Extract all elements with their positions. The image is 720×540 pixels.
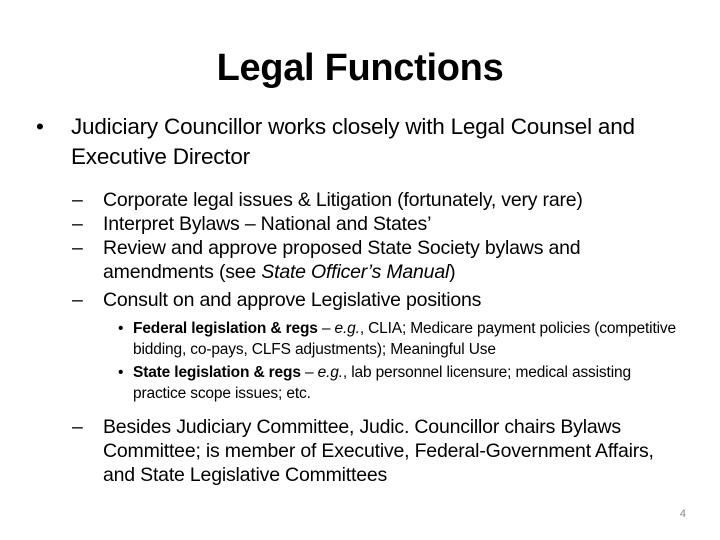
sub-sub-bullet-state — [28, 362, 688, 404]
dash-marker: – — [72, 416, 83, 438]
eg-text: e.g. — [317, 364, 343, 381]
state-detail: , lab personnel licensure; medical assisting practice scope issues; etc. — [133, 364, 631, 402]
bullet-marker: • — [118, 320, 124, 337]
sub-bullet-text: Corporate legal issues & Litigation (fortunately, very rare) — [103, 189, 583, 211]
dash-marker: – — [72, 289, 83, 311]
sub-bullet-corporate-legal — [28, 188, 688, 212]
sub-bullet-text-end: ) — [449, 261, 456, 283]
page-number: 4 — [679, 508, 686, 520]
sub-bullet-text: Interpret Bylaws – National and States’ — [103, 213, 432, 235]
sub-bullet-besides-judiciary — [28, 415, 688, 487]
dash-marker: – — [72, 237, 83, 259]
sub-bullet-text-start: Review and approve proposed State Society bylaws and amendments (see — [103, 237, 581, 283]
separator: – — [300, 364, 318, 381]
slide-title: Legal Functions — [216, 47, 504, 89]
bullet-marker: • — [36, 114, 44, 139]
sub-bullet-text: Besides Judiciary Committee, Judic. Councillor chairs Bylaws Committee; is member of Executive, Federal-Government Affairs, and State Legislative Committees — [103, 416, 654, 486]
state-heading: State legislation & regs — [133, 364, 301, 381]
separator: – — [317, 320, 335, 337]
dash-marker: – — [72, 189, 83, 211]
manual-title: State Officer’s Manual — [261, 261, 450, 283]
eg-text: e.g. — [334, 320, 360, 337]
federal-detail: , CLIA; Medicare payment policies (competitive bidding, co-pays, CLFS adjustments); Meaningful Use — [133, 320, 676, 358]
sub-bullet-interpret-bylaws — [28, 212, 688, 236]
sub-bullet-consult-legislative — [28, 288, 688, 312]
bullet-judiciary-councillor — [28, 112, 688, 172]
federal-heading: Federal legislation & regs — [133, 320, 318, 337]
bullet-text: Judiciary Councillor works closely with Legal Counsel and Executive Director — [71, 114, 635, 169]
sub-bullet-review-bylaws — [28, 236, 688, 284]
sub-sub-bullet-federal — [28, 318, 688, 360]
sub-bullet-text: Consult on and approve Legislative positions — [103, 289, 482, 311]
bullet-marker: • — [118, 364, 124, 381]
slide-body — [28, 112, 688, 487]
dash-marker: – — [72, 213, 83, 235]
